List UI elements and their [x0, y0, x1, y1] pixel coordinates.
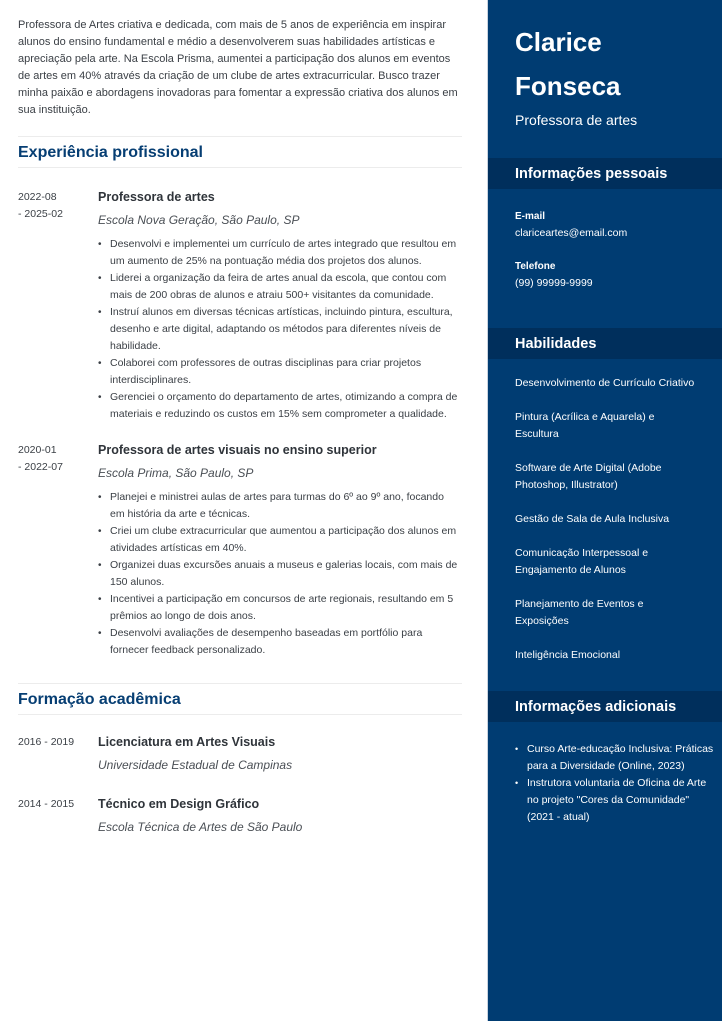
- profile-summary: Professora de Artes criativa e dedicada, com mais de 5 anos de experiência em inspirar alunos do ensino fundamental e médio a desenvolverem suas habilidades artísticas e apreciação pela arte. Na Escola Prisma, aumentei a participação dos alunos em eventos de artes em 40% através da criação de um clube de artes extracurricular. Busco trazer minha paixão e abordagens inovadoras para fomentar a expressão criativa dos alunos em sua instituição.: [18, 19, 458, 116]
- candidate-name: [488, 0, 722, 108]
- experience-section: [18, 136, 461, 659]
- skill-item: Gestão de Sala de Aula Inclusiva: [515, 513, 670, 525]
- education-title: Formação acadêmica: [18, 691, 181, 708]
- achievement-item: • Planejei e ministrei aulas de artes para turmas do 6º ao 9º ano, focando em história da arte e técnicas.: [98, 489, 461, 523]
- first-name: Clarice: [515, 27, 602, 57]
- degree-title: Licenciatura em Artes Visuais: [98, 735, 276, 749]
- achievement-item: • Instruí alunos em diversas técnicas artísticas, incluindo pintura, escultura, desenho e arte digital, adaptando os métodos para diferentes níveis de habilidade.: [98, 304, 461, 355]
- achievement-item: • Liderei a organização da feira de artes anual da escola, que contou com mais de 200 obras de alunos e atraiu 500+ visitantes da comunidade.: [98, 270, 461, 304]
- skills-list: [488, 359, 722, 664]
- last-name: Fonseca: [515, 71, 621, 101]
- achievement-list: [98, 236, 461, 423]
- achievement-item: • Gerenciei o orçamento do departamento de artes, otimizando a compra de materiais e reduzindo os custos em 15% sem comprometer a qualidade.: [98, 389, 461, 423]
- date-end: - 2025-02: [18, 208, 63, 220]
- additional-info-list: [488, 741, 722, 826]
- email-value[interactable]: clariceartes@email.com: [515, 227, 628, 239]
- phone-value: (99) 99999-9999: [515, 277, 593, 289]
- achievement-item: • Colaborei com professores de outras disciplinas para criar projetos interdisciplinares.: [98, 355, 461, 389]
- skill-item: Inteligência Emocional: [515, 649, 621, 661]
- phone-block: [488, 259, 722, 291]
- achievement-list: [98, 489, 461, 659]
- entry-date: 2016 - 2019: [18, 736, 75, 748]
- skills-title: Habilidades: [515, 335, 597, 352]
- sidebar: [487, 0, 722, 1021]
- personal-info-title: Informações pessoais: [515, 165, 668, 182]
- employer: Escola Nova Geração, São Paulo, SP: [98, 213, 300, 227]
- date-end: - 2022-07: [18, 461, 63, 473]
- achievement-item: • Incentivei a participação em concursos de arte regionais, resultando em 5 prêmios ao longo de dois anos.: [98, 591, 461, 625]
- entry-body: [98, 796, 461, 836]
- date-start: 2020-01: [18, 444, 57, 456]
- entry-body: [98, 442, 461, 659]
- date-start: 2022-08: [18, 191, 57, 203]
- employer: Escola Prima, São Paulo, SP: [98, 466, 254, 480]
- achievement-item: • Criei um clube extracurricular que aumentou a participação dos alunos em atividades artísticas em 40%.: [98, 523, 461, 557]
- experience-entry: [18, 442, 461, 659]
- achievement-item: • Desenvolvi e implementei um currículo de artes integrado que resultou em um aumento de 25% na pontuação média dos projetos dos alunos.: [98, 236, 461, 270]
- email-label: E-mail: [515, 211, 546, 222]
- education-header: [18, 683, 462, 715]
- skill-item: Software de Arte Digital (Adobe Photoshop, Illustrator): [515, 462, 662, 491]
- education-entry: [18, 796, 461, 836]
- personal-info-header: [488, 158, 722, 189]
- job-title: Professora de artes: [98, 190, 215, 204]
- skill-item: Desenvolvimento de Currículo Criativo: [515, 377, 695, 389]
- experience-header: [18, 136, 462, 168]
- additional-info-header: [488, 691, 722, 722]
- skill-item: Pintura (Acrílica e Aquarela) e Escultura: [515, 411, 655, 440]
- skill-item: Comunicação Interpessoal e Engajamento de Alunos: [515, 547, 649, 576]
- institution: Universidade Estadual de Campinas: [98, 758, 293, 772]
- experience-entry: [18, 189, 461, 423]
- additional-info-item: • Curso Arte-educação Inclusiva: Práticas para a Diversidade (Online, 2023): [515, 741, 715, 775]
- candidate-job-title: Professora de artes: [515, 112, 638, 128]
- degree-title: Técnico em Design Gráfico: [98, 797, 260, 811]
- education-section: [18, 683, 461, 836]
- entry-date: [18, 189, 98, 423]
- institution: Escola Técnica de Artes de São Paulo: [98, 820, 303, 834]
- skills-header: [488, 328, 722, 359]
- additional-info-title: Informações adicionais: [515, 698, 677, 715]
- email-block: [488, 209, 722, 241]
- achievement-item: • Organizei duas excursões anuais a museus e galerias locais, com mais de 150 alunos.: [98, 557, 461, 591]
- entry-body: [98, 189, 461, 423]
- education-entry: [18, 734, 461, 774]
- entry-date: 2014 - 2015: [18, 798, 75, 810]
- skill-item: Planejamento de Eventos e Exposições: [515, 598, 644, 627]
- entry-body: [98, 734, 461, 774]
- additional-info-item: • Instrutora voluntaria de Oficina de Arte no projeto "Cores da Comunidade" (2021 - atual): [515, 775, 715, 826]
- entry-date: [18, 442, 98, 659]
- achievement-item: • Desenvolvi avaliações de desempenho baseadas em portfólio para fornecer feedback personalizado.: [98, 625, 461, 659]
- experience-title: Experiência profissional: [18, 144, 203, 161]
- job-title: Professora de artes visuais no ensino superior: [98, 443, 377, 457]
- phone-label: Telefone: [515, 261, 556, 272]
